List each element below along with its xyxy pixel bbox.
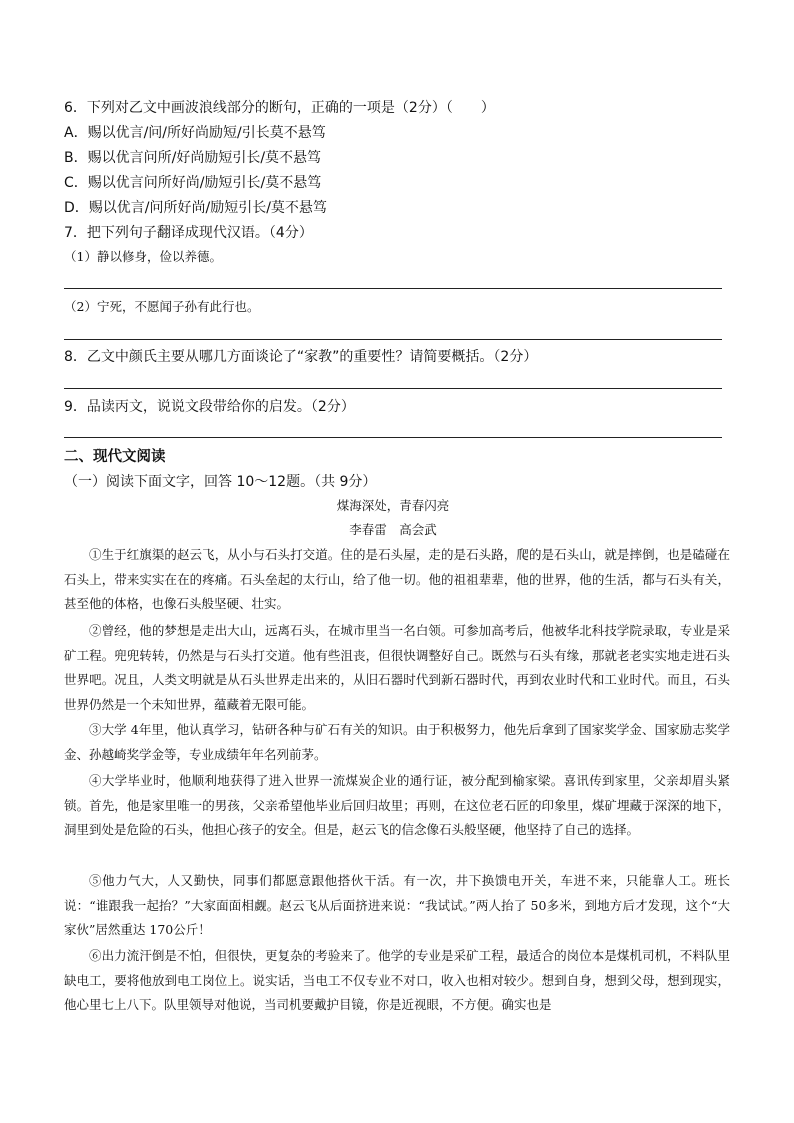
section-2-heading: 二、现代文阅读	[64, 449, 166, 465]
question-7-item-2: （2）宁死，不愿闻子孙有此行也。	[64, 299, 260, 314]
answer-line-9	[64, 437, 722, 438]
section-2-intro: （一）阅读下面文字，回答 10～12题。（共 9分）	[64, 474, 377, 490]
answer-line-8	[64, 388, 722, 389]
question-6-option-b: B．赐以优言问所/好尚励短引长/莫不悬笃	[64, 150, 322, 166]
article-paragraph-4: ④大学毕业时，他顺利地获得了进入世界一流煤炭企业的通行证，被分配到榆家梁。喜讯传到家里，父亲却眉头紧锁。首先，他是家里唯一的男孩，父亲希望他毕业后回归故里；再则，在这位老石匠的印象里，煤矿埋藏于深深的地下，洞里到处是危险的石头，他担心孩子的安全。但是，赵云飞的信念像石头般坚硬，他坚持了自己的选择。	[64, 773, 730, 837]
article-paragraph-1: ①生于红旗渠的赵云飞，从小与石头打交道。住的是石头屋，走的是石头路，爬的是石头山，就是摔倒，也是磕碰在石头上，带来实实在在的疼痛。石头垒起的太行山，给了他一切。他的祖祖辈辈，他的世界，他的生活，都与石头有关，甚至他的体格，也像石头般坚硬、壮实。	[64, 547, 730, 611]
article-authors: 李春雷 高会武	[349, 522, 437, 537]
answer-line-7-1	[64, 288, 722, 289]
question-6-option-a: A．赐以优言/问/所好尚励短/引长莫不悬笃	[64, 125, 326, 141]
article-paragraph-5: ⑤他力气大，人又勤快，同事们都愿意跟他搭伙干活。有一次，井下换馈电开关，车进不来，只能靠人工。班长说：“谁跟我一起抬？”大家面面相觑。赵云飞从后面挤进来说：“我试试。”两人抬了 50多米，到地方后才发现，这个“大家伙”居然重达 170公斤！	[64, 873, 730, 937]
question-6-option-d: D．赐以优言/问所好尚/励短引长/莫不悬笃	[64, 200, 327, 216]
article-paragraph-2: ②曾经，他的梦想是走出大山，远离石头，在城市里当一名白领。可参加高考后，他被华北科技学院录取，专业是采矿工程。兜兜转转，仍然是与石头打交道。他有些沮丧，但很快调整好自己。既然与石头有缘，那就老老实实地走进石头世界吧。况且，人类文明就是从石头世界走出来的，从旧石器时代到新石器时代，再到农业时代和工业时代。而且，石头世界仍然是一个未知世界，蕴藏着无限可能。	[64, 623, 730, 712]
answer-line-7-2	[64, 339, 722, 340]
question-8-stem: 8．乙文中颜氏主要从哪几方面谈论了“家教”的重要性？请简要概括。（2分）	[64, 349, 538, 365]
question-9-stem: 9．品读丙文，说说文段带给你的启发。（2分）	[64, 399, 355, 415]
article-title: 煤海深处，青春闪亮	[336, 498, 450, 513]
question-7-item-1: （1）静以修身，俭以养德。	[64, 249, 222, 264]
question-6-stem: 6．下列对乙文中画波浪线部分的断句，正确的一项是（2分）（ ）	[64, 100, 495, 116]
article-paragraph-6: ⑥出力流汗倒是不怕，但很快，更复杂的考验来了。他学的专业是采矿工程，最适合的岗位本是煤机司机，不料队里缺电工，要将他放到电工岗位上。说实话，当电工不仅专业不对口，收入也相对较少。想到自身，想到父母，想到现实，他心里七上八下。队里领导对他说，当司机要戴护目镜，你是近视眼，不方便。确实也是	[64, 948, 730, 1012]
article-paragraph-3: ③大学 4年里，他认真学习，钻研各种与矿石有关的知识。由于积极努力，他先后拿到了国家奖学金、国家励志奖学金、孙越崎奖学金等，专业成绩年年名列前茅。	[64, 722, 730, 762]
question-6-option-c: C．赐以优言问所好尚/励短引长/莫不悬笃	[64, 175, 322, 191]
question-7-stem: 7．把下列句子翻译成现代汉语。（4分）	[64, 225, 313, 241]
